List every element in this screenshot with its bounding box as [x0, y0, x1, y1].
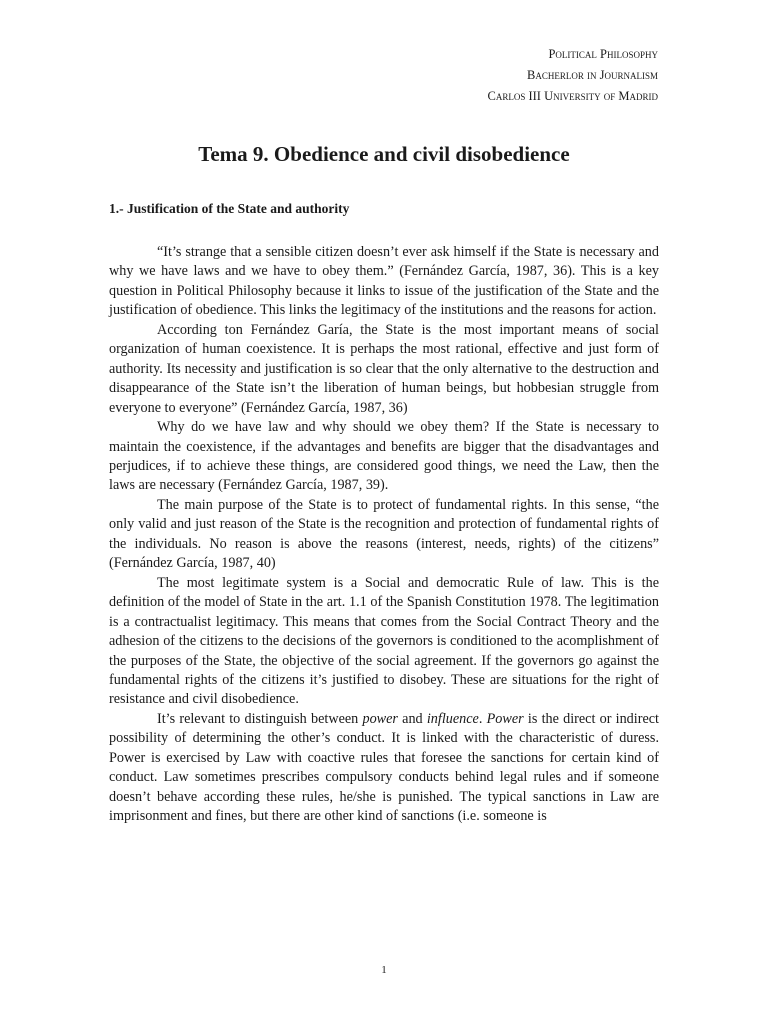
paragraph-4: The main purpose of the State is to protect of fundamental rights. In this sense, “the only valid and just reason of the State is the recognition and protection of fundamental rights of the individuals. No reason is above the reasons (interest, needs, rights) of the citizens” (Fernández García, 1987, 40): [109, 496, 659, 572]
paragraph-6-dot: .: [478, 710, 487, 727]
header-course: Political Philosophy: [548, 47, 658, 61]
paragraph-6-lead: It’s relevant to distinguish between: [157, 710, 363, 727]
body-text: [109, 243, 659, 827]
paragraph-1: “It’s strange that a sensible citizen doesn’t ever ask himself if the State is necessary and why we have laws and we have to obey them.” (Fernández García, 1987, 36). This is a key question in Political Philosophy because it links to issue of the justification of the State and the justification of obedience. This links the legitimacy of the institutions and the reasons for action.: [109, 244, 659, 319]
paragraph-6-rest: is the direct or indirect possibility of determining the other’s conduct. It is linked with the characteristic of duress. Power is exercised by Law with coactive rules that foresee the sanctions for certain kind of conduct. Law sometimes prescribes compulsory conducts behind legal rules and if someone doesn’t behave according these rules, he/she is punished. The typical sanctions in Law are imprisonment and fines, but there are other kind of sanctions (i.e. someone is: [109, 710, 659, 825]
paragraph-3: Why do we have law and why should we obey them? If the State is necessary to maintain the coexistence, if the advantages and benefits are bigger that the disadvantages and perjudices, if to achieve these things, are considered good things, we need the Law, then the laws are necessary (Fernández García, 1987, 39).: [109, 419, 659, 494]
page-number: 1: [381, 964, 387, 976]
term-influence: influence: [426, 710, 479, 727]
paragraph-6-and: and: [397, 710, 427, 727]
paragraph-2: According ton Fernández Garía, the State is the most important means of social organization of human coexistence. It is perhaps the most rational, effective and just form of authority. Its necessity and justification is so clear that the only alternative to the destruction and disappearance of the State isn’t the liberation of human beings, but hobbesian struggle from everyone to everyone” (Fernández García, 1987, 36): [109, 321, 659, 416]
term-power: power: [362, 710, 398, 727]
section-heading: 1.- Justification of the State and authority: [109, 201, 350, 216]
header-degree: Bacherlor in Journalism: [527, 68, 658, 82]
running-header: [488, 44, 658, 107]
term-power-capitalized: Power: [486, 710, 524, 727]
paragraph-6: [109, 710, 659, 827]
paragraph-5: The most legitimate system is a Social and democratic Rule of law. This is the definition of the model of State in the art. 1.1 of the Spanish Constitution 1978. The legitimation is a contractualist legitimacy. This means that comes from the Social Contract Theory and the adhesion of the citizens to the decisions of the governors is conditioned to the acomplishment of the purposes of the State, the objective of the social agreement. If the governors go against the fundamental rights of the citizens it’s justified to disobey. These are situations for the right of resistance and civil disobedience.: [109, 574, 659, 708]
document-title: Tema 9. Obedience and civil disobedience: [198, 142, 570, 166]
header-university: Carlos III University of Madrid: [487, 89, 658, 103]
